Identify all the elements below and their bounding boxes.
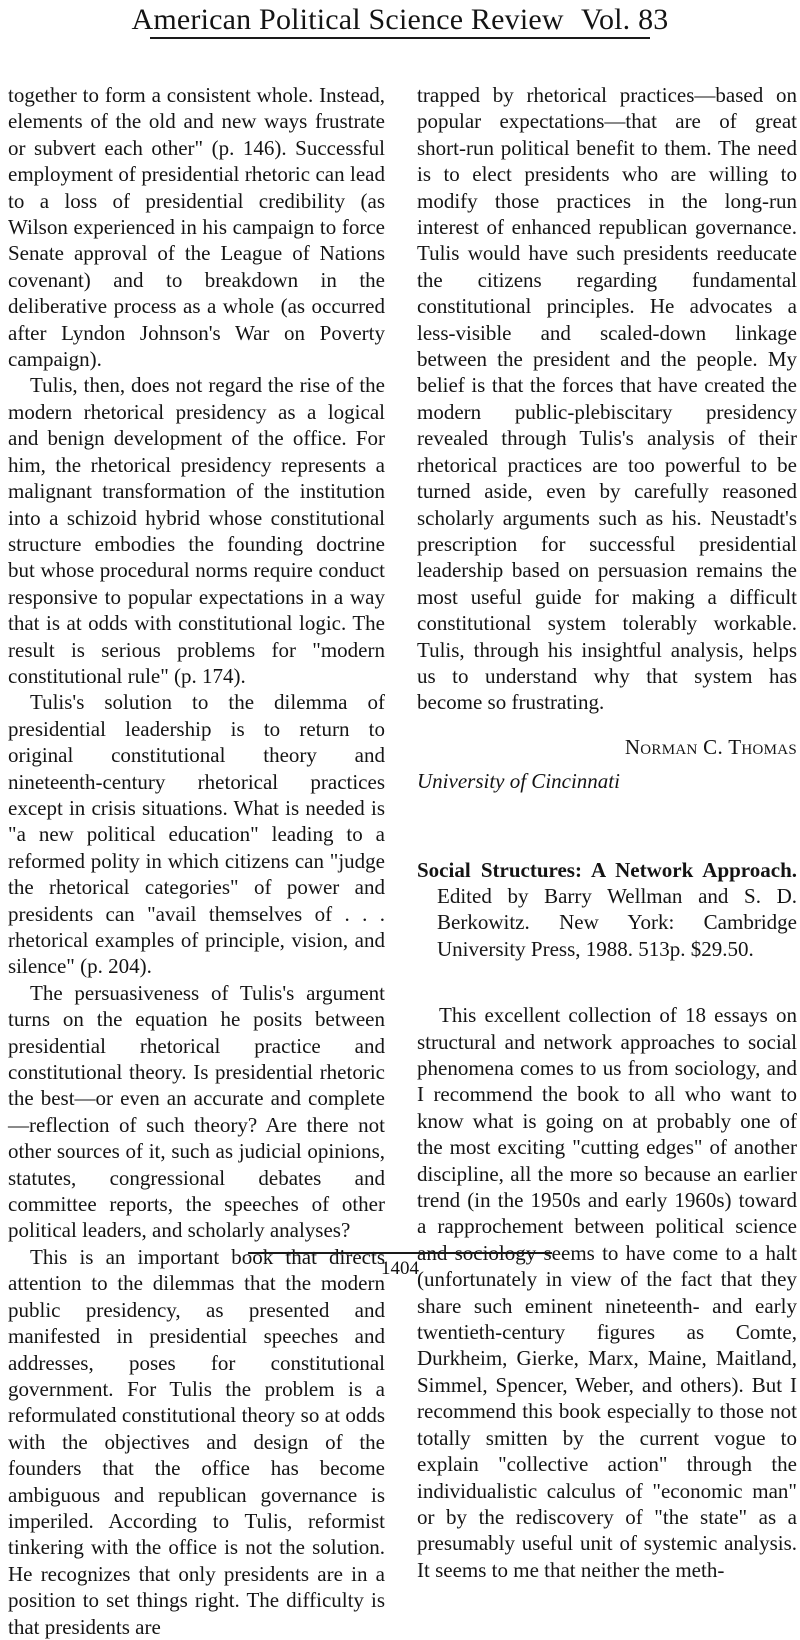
- review-book-details: Edited by Barry Wellman and S. D. Berkowitz. New York: Cambridge University Press, 1988. 513p. $29.50.: [437, 883, 797, 961]
- left-paragraph-5: This is an important book that directs attention to the dilemmas that the modern public presidency, as presented and manifested in presidential speeches and addresses, poses for constitutional government. For Tulis the problem is a reformulated constitutional theory so at odds with the objectives and design of the founders that the office has become ambiguous and republican governance is imperiled. According to Tulis, reformist tinkering with the office is not the solution. He recognizes that only presidents are in a position to set things right. The difficulty is that presidents are: [8, 1244, 385, 1639]
- reviewer-affiliation: University of Cincinnati: [417, 769, 620, 794]
- review-book-title: Social Structures: A Network Approach.: [417, 857, 797, 882]
- left-paragraph-4: The persuasiveness of Tulis's argument turns on the equation he posits between presidential rhetorical practice and constitutional theory. Is presidential rhetoric the best—or even an accurate and complete—reflection of such theory? Are there not other sources of it, such as judicial opinions, statutes, congressional debates and committee reports, the speeches of other political leaders, and scholarly analyses?: [8, 980, 385, 1243]
- right-paragraph-1: trapped by rhetorical practices—based on popular expectations—that are of great short-run political benefit to them. The need is to elect presidents who are willing to modify those practices in the long-run interest of enhanced republican governance. Tulis would have such presidents reeducate the citizens regarding fundamental constitutional principles. He advocates a less-visible and scaled-down linkage between the president and the people. My belief is that the forces that have created the modern public-plebiscitary presidency revealed through Tulis's analysis of their rhetorical practices are too powerful to be turned aside, even by carefully reasoned scholarly arguments such as his. Neustadt's prescription for successful presidential leadership based on persuasion remains the most useful guide for making a difficult constitutional system tolerably workable. Tulis, through his insightful analysis, helps us to understand why that system has become so frustrating.: [417, 83, 797, 715]
- header-rule: [150, 37, 650, 39]
- left-paragraph-1: together to form a consistent whole. Instead, elements of the old and new ways frustrate or subvert each other" (p. 146). Successful employment of presidential rhetoric can lead to a loss of presidential credibility (as Wilson experienced in his campaign to force Senate approval of the League of Nations covenant) and to breakdown in the deliberative process as a whole (as occurred after Lyndon Johnson's War on Poverty campaign).: [8, 83, 385, 372]
- right-column: [417, 82, 797, 1583]
- footer-rule: [248, 1252, 552, 1254]
- left-paragraph-2: Tulis, then, does not regard the rise of the modern rhetorical presidency as a logical and benign development of the office. For him, the rhetorical presidency represents a malignant transformation of the institution into a schizoid hybrid whose constitutional structure embodies the founding doctrine but whose procedural norms require conduct responsive to popular expectations in a way that is at odds with constitutional logic. The result is serious problems for "modern constitutional rule" (p. 174).: [8, 373, 385, 688]
- page-number: 1404: [381, 1258, 419, 1279]
- left-column: [8, 82, 385, 1640]
- review-heading: [417, 857, 797, 963]
- review-body: [417, 1002, 797, 1583]
- reviewer-signature: Norman C. Thomas: [624, 734, 797, 759]
- volume-label: Vol. 83: [580, 3, 669, 36]
- left-paragraph-3: Tulis's solution to the dilemma of presidential leadership is to return to original constitutional theory and nineteenth-century rhetorical practices except in crisis situations. What is needed is "a new political education" leading to a reformed polity in which citizens can "judge the rhetorical categories" of power and presidents can "avail themselves of . . . rhetorical examples of principle, vision, and silence" (p. 204).: [8, 690, 385, 979]
- review-paragraph-1: This excellent collection of 18 essays on structural and network approaches to social phenomena comes to us from sociology, and I recommend the book to all who want to know what is going on at probably one of the most exciting "cutting edges" of another discipline, all the more so because an earlier trend (in the 1950s and early 1960s) toward a rapprochement between political science and sociology seems to have come to a halt (unfortunately in view of the fact that they share such eminent nineteenth- and early twentieth-century figures as Comte, Durkheim, Gierke, Marx, Maine, Maitland, Simmel, Spencer, Weber, and others). But I recommend this book especially to those not totally smitten by the current vogue to explain "collective action" through the individualistic calculus of "economic man" or by the rediscovery of "the state" as a presumably useful unit of systemic analysis. It seems to me that neither the meth-: [417, 1003, 797, 1582]
- journal-title: American Political Science Review: [131, 3, 564, 36]
- running-header: [0, 2, 800, 38]
